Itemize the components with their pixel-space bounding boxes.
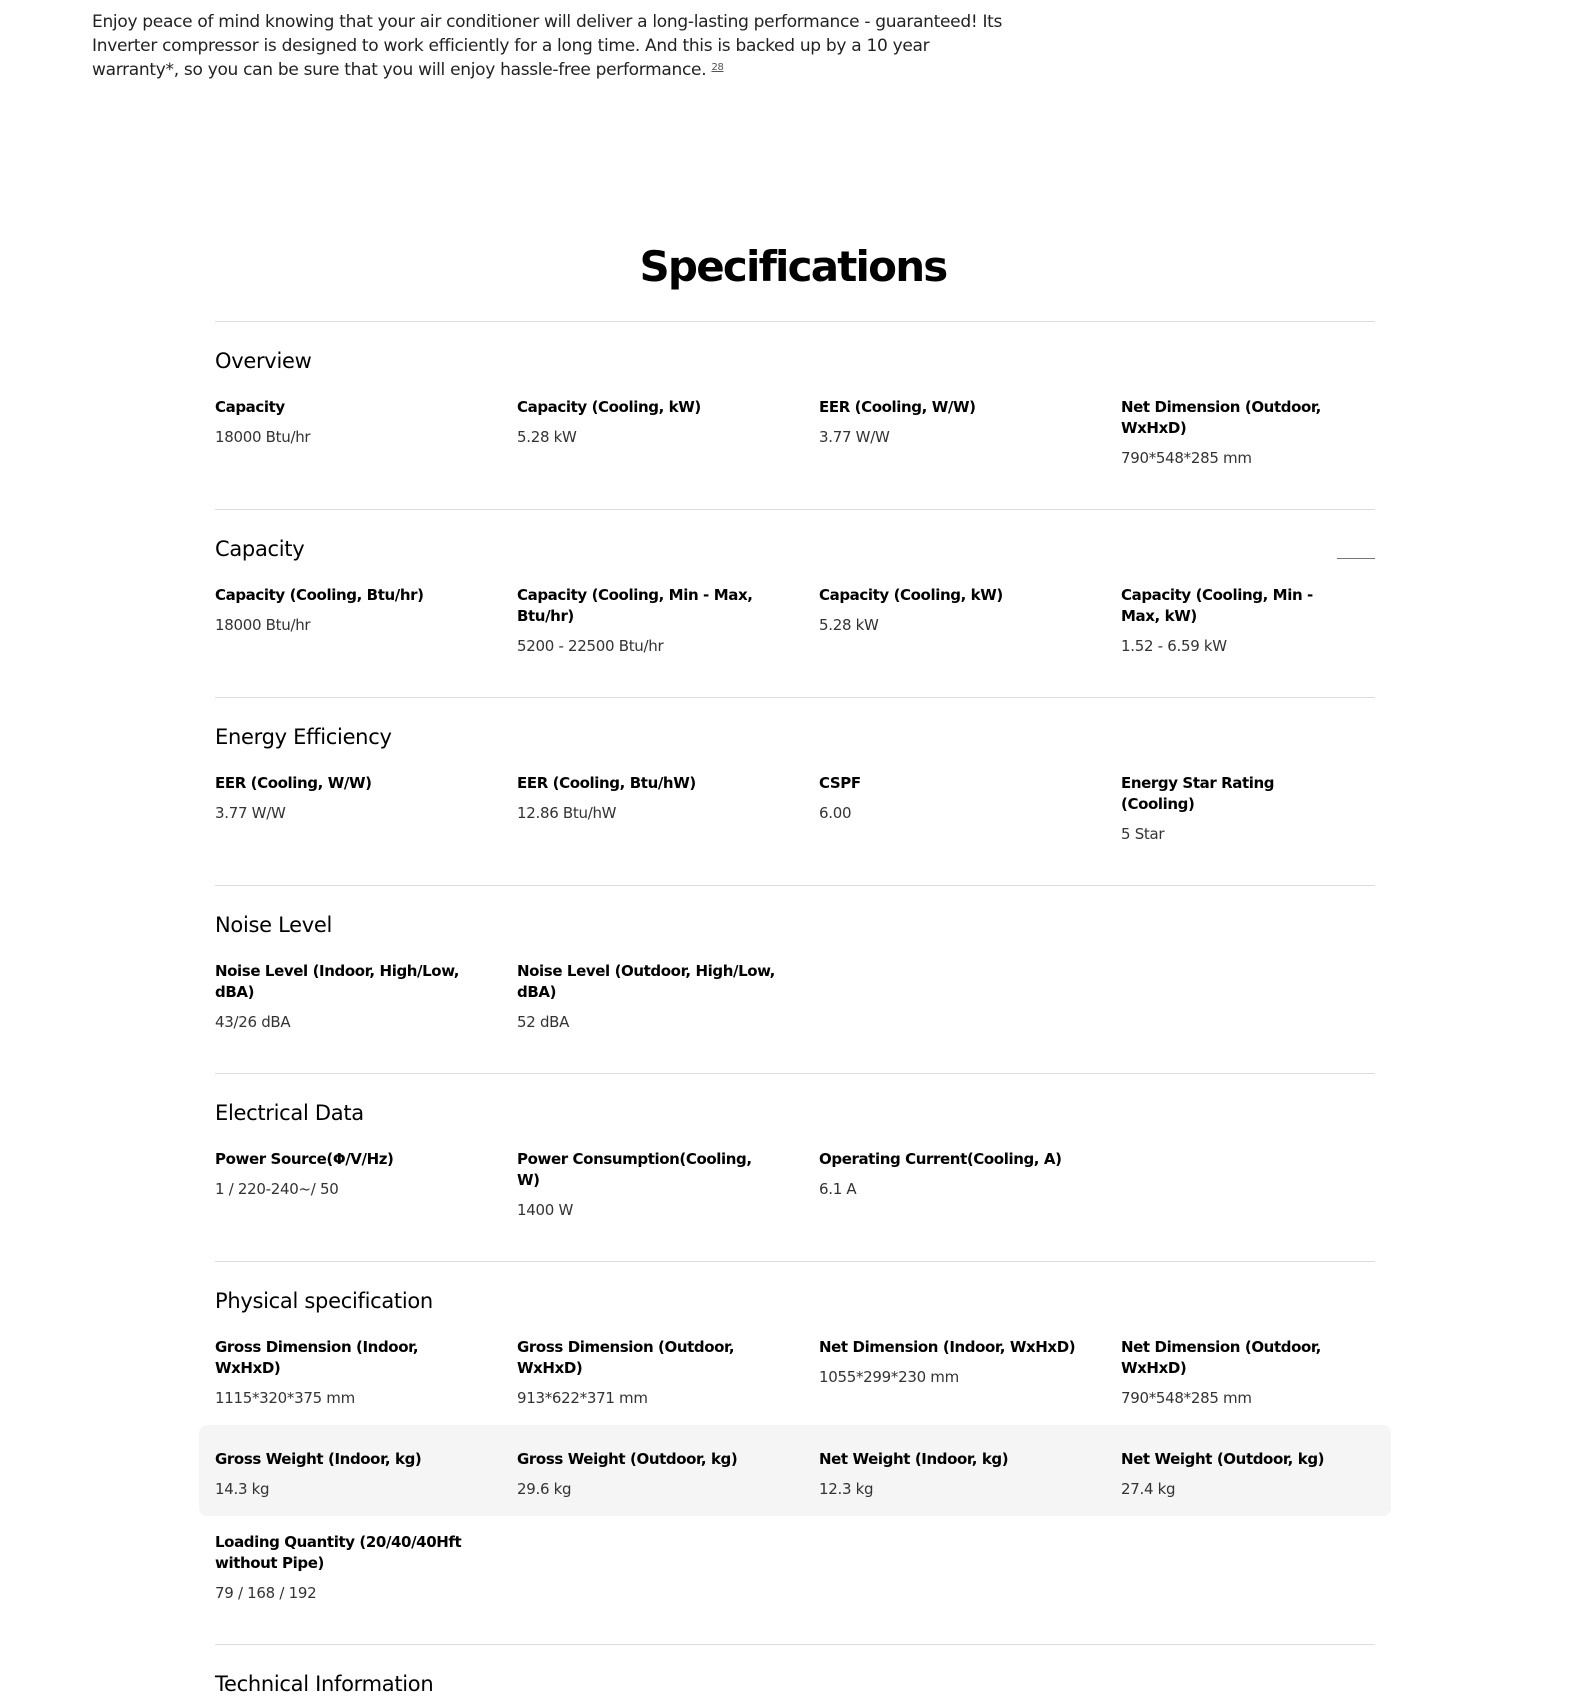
section-title: Overview <box>215 349 312 373</box>
spec-section-physical-specification <box>215 1261 1375 1644</box>
spec-item <box>215 1149 517 1221</box>
spec-label: Gross Dimension (Indoor, WxHxD) <box>215 1338 419 1377</box>
section-title: Noise Level <box>215 913 333 937</box>
spec-label: Capacity (Cooling, kW) <box>517 398 701 416</box>
specifications-list <box>215 321 1375 1698</box>
spec-label: Net Dimension (Indoor, WxHxD) <box>819 1338 1076 1356</box>
spec-section-overview <box>215 321 1375 509</box>
spec-item <box>215 585 517 657</box>
spec-value: 913*622*371 mm <box>517 1389 648 1407</box>
spec-label: Noise Level (Outdoor, High/Low, dBA) <box>517 962 775 1001</box>
spec-label: Capacity (Cooling, kW) <box>819 586 1003 604</box>
spec-item <box>215 1449 517 1500</box>
spec-value: 18000 Btu/hr <box>215 428 311 446</box>
intro-text: Enjoy peace of mind knowing that your air conditioner will deliver a long-lasting performance - guaranteed! Its Inverter compressor is designed to work efficiently for a long time. And this is backed up by a 10 year warranty*, so you can be sure that you will enjoy hassle-free performance. <box>92 12 1003 80</box>
spec-label: Power Source(Φ/V/Hz) <box>215 1150 394 1168</box>
spec-row <box>215 1127 1375 1261</box>
intro-paragraph <box>92 10 1012 82</box>
spec-value: 79 / 168 / 192 <box>215 1584 317 1602</box>
spec-item <box>819 773 1121 845</box>
spec-row <box>215 939 1375 1073</box>
spec-value: 12.86 Btu/hW <box>517 804 617 822</box>
spec-value: 6.1 A <box>819 1180 857 1198</box>
spec-item <box>1121 1337 1375 1409</box>
spec-item <box>517 773 819 845</box>
spec-label: EER (Cooling, W/W) <box>819 398 976 416</box>
spec-section-electrical-data <box>215 1073 1375 1261</box>
spec-value: 52 dBA <box>517 1013 570 1031</box>
spec-item <box>215 773 517 845</box>
spec-item <box>215 397 517 469</box>
spec-value: 1055*299*230 mm <box>819 1368 959 1386</box>
spec-value: 14.3 kg <box>215 1480 270 1498</box>
spec-row <box>215 1516 1375 1644</box>
spec-row-highlighted <box>199 1425 1391 1516</box>
spec-value: 5 Star <box>1121 825 1165 843</box>
spec-label: Net Weight (Outdoor, kg) <box>1121 1450 1325 1468</box>
spec-label: Net Dimension (Outdoor, WxHxD) <box>1121 1338 1321 1377</box>
spec-value: 1115*320*375 mm <box>215 1389 355 1407</box>
spec-item <box>1121 773 1375 845</box>
spec-value: 1400 W <box>517 1201 573 1219</box>
spec-section-technical-information <box>215 1644 1375 1698</box>
spec-row <box>215 751 1375 885</box>
spec-label: Net Dimension (Outdoor, WxHxD) <box>1121 398 1321 437</box>
spec-item <box>819 585 1121 657</box>
spec-label: Net Weight (Indoor, kg) <box>819 1450 1009 1468</box>
spec-label: Noise Level (Indoor, High/Low, dBA) <box>215 962 459 1001</box>
spec-item <box>819 397 1121 469</box>
spec-value: 27.4 kg <box>1121 1480 1176 1498</box>
spec-value: 5200 - 22500 Btu/hr <box>517 637 664 655</box>
spec-label: Gross Weight (Outdoor, kg) <box>517 1450 738 1468</box>
section-title: Energy Efficiency <box>215 725 392 749</box>
spec-label: EER (Cooling, Btu/hW) <box>517 774 696 792</box>
spec-label: Capacity (Cooling, Min - Max, kW) <box>1121 586 1313 625</box>
spec-item <box>1121 397 1375 469</box>
spec-label: Capacity (Cooling, Btu/hr) <box>215 586 424 604</box>
spec-value: 6.00 <box>819 804 852 822</box>
spec-value: 790*548*285 mm <box>1121 1389 1252 1407</box>
collapse-bar-icon[interactable] <box>1337 558 1375 559</box>
spec-label: Gross Dimension (Outdoor, WxHxD) <box>517 1338 735 1377</box>
spec-item <box>215 1532 517 1604</box>
spec-item <box>819 1149 1121 1221</box>
spec-label: Power Consumption(Cooling, W) <box>517 1150 752 1189</box>
spec-item <box>517 1449 819 1500</box>
spec-item <box>215 961 517 1033</box>
section-title: Electrical Data <box>215 1101 364 1125</box>
spec-value: 3.77 W/W <box>819 428 890 446</box>
spec-label: Operating Current(Cooling, A) <box>819 1150 1062 1168</box>
spec-item <box>517 1337 819 1409</box>
spec-value: 5.28 kW <box>517 428 577 446</box>
spec-section-noise-level <box>215 885 1375 1073</box>
section-title: Physical specification <box>215 1289 433 1313</box>
spec-section-capacity <box>215 509 1375 697</box>
spec-label: Loading Quantity (20/40/40Hft without Pipe) <box>215 1533 462 1572</box>
section-title: Technical Information <box>215 1672 434 1696</box>
spec-value: 43/26 dBA <box>215 1013 291 1031</box>
spec-item <box>517 961 819 1033</box>
spec-value: 3.77 W/W <box>215 804 286 822</box>
spec-item <box>1121 1449 1375 1500</box>
spec-item <box>1121 585 1375 657</box>
spec-value: 12.3 kg <box>819 1480 874 1498</box>
spec-value: 18000 Btu/hr <box>215 616 311 634</box>
spec-section-energy-efficiency <box>215 697 1375 885</box>
spec-item <box>819 1337 1121 1409</box>
spec-row <box>215 1315 1375 1425</box>
spec-label: EER (Cooling, W/W) <box>215 774 372 792</box>
spec-item <box>517 397 819 469</box>
spec-item <box>819 1449 1121 1500</box>
spec-item <box>517 585 819 657</box>
spec-value: 1.52 - 6.59 kW <box>1121 637 1227 655</box>
specifications-title: Specifications <box>639 242 947 291</box>
spec-value: 1 / 220-240~/ 50 <box>215 1180 339 1198</box>
spec-label: Capacity (Cooling, Min - Max, Btu/hr) <box>517 586 753 625</box>
spec-value: 29.6 kg <box>517 1480 572 1498</box>
spec-label: Energy Star Rating (Cooling) <box>1121 774 1275 813</box>
spec-row <box>215 375 1375 509</box>
spec-label: CSPF <box>819 774 861 792</box>
footnote-link-28[interactable]: 28 <box>711 62 724 73</box>
spec-label: Capacity <box>215 398 285 416</box>
spec-row <box>215 563 1375 697</box>
section-title: Capacity <box>215 537 305 561</box>
spec-value: 790*548*285 mm <box>1121 449 1252 467</box>
spec-item <box>517 1149 819 1221</box>
spec-label: Gross Weight (Indoor, kg) <box>215 1450 422 1468</box>
spec-item <box>215 1337 517 1409</box>
spec-value: 5.28 kW <box>819 616 879 634</box>
